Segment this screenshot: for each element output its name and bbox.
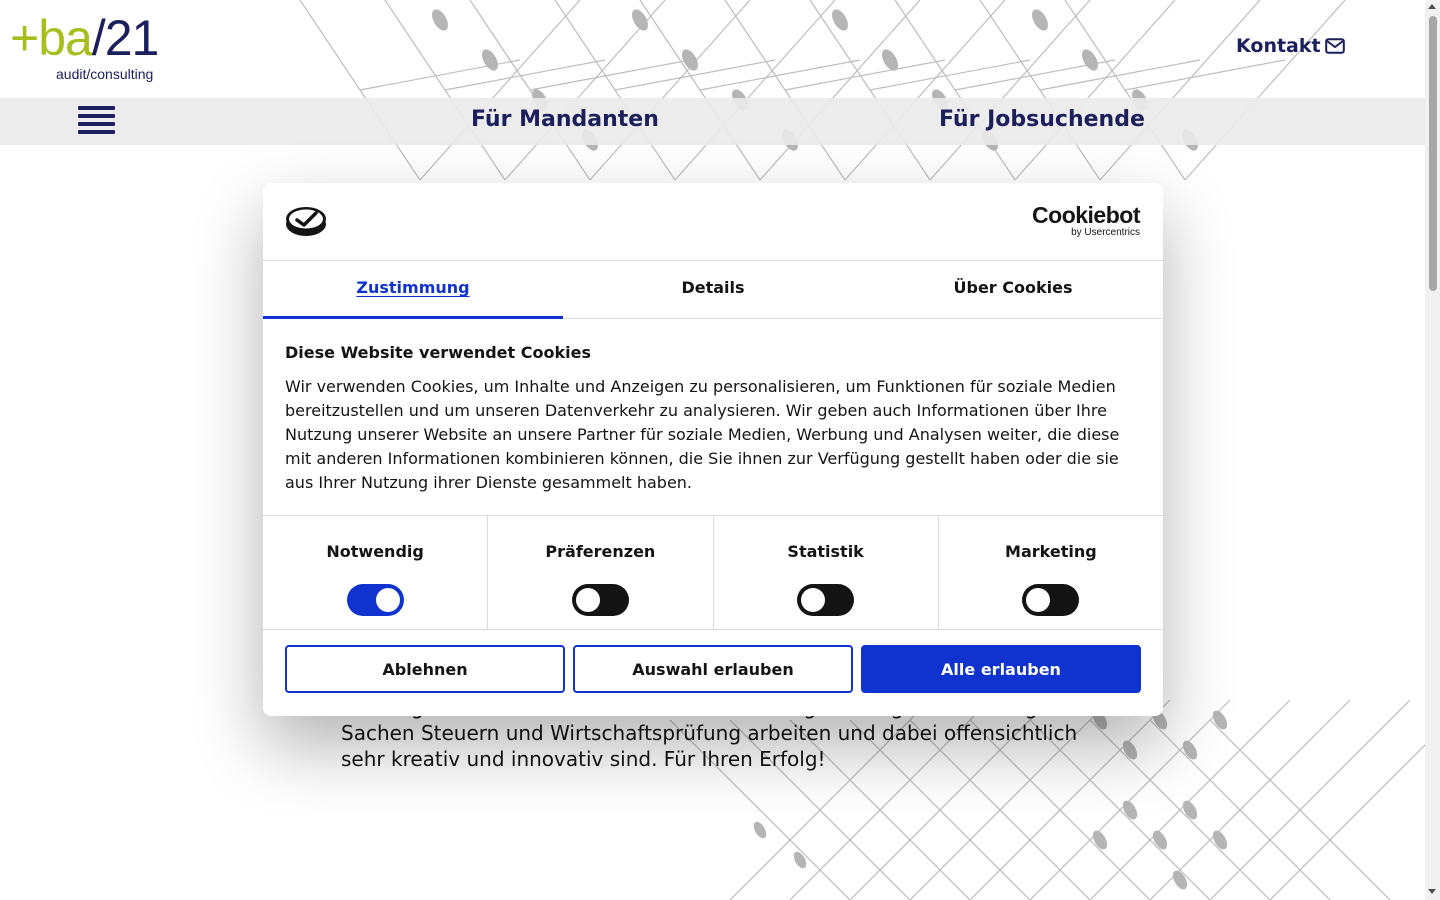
cookiebot-brand-name: Cookiebot xyxy=(1032,202,1140,228)
cookiebot-logo-icon xyxy=(285,205,327,237)
toggle-label-notwendig: Notwendig xyxy=(326,542,424,561)
tab-details[interactable]: Details xyxy=(681,278,745,297)
nav-link-jobsuchende[interactable]: Für Jobsuchende xyxy=(939,107,1145,132)
toggle-label-praeferenzen: Präferenzen xyxy=(545,542,656,561)
toggle-group-statistik xyxy=(714,516,939,629)
toggle-label-marketing: Marketing xyxy=(1005,542,1097,561)
logo-slash-21: /21 xyxy=(91,10,159,66)
envelope-icon xyxy=(1325,37,1345,55)
cookiebot-brand[interactable] xyxy=(1032,203,1140,238)
toggle-label-statistik: Statistik xyxy=(787,542,864,561)
reject-button[interactable]: Ablehnen xyxy=(285,645,565,693)
logo-subtitle: audit/consulting xyxy=(56,66,154,82)
toggle-marketing[interactable] xyxy=(1022,584,1079,616)
scroll-up-arrow-icon[interactable] xyxy=(1428,4,1436,9)
consent-toggles xyxy=(263,515,1163,630)
toggle-praeferenzen[interactable] xyxy=(572,584,629,616)
tab-zustimmung[interactable]: Zustimmung xyxy=(263,261,563,318)
page-body-text: Sachen Steuern und Wirtschaftsprüfung arbeiten und dabei offensichtlich sehr kreativ und innovativ sind. Für Ihren Erfolg! xyxy=(341,721,1078,771)
main-navigation-bar xyxy=(0,98,1425,145)
cookie-consent-dialog xyxy=(263,183,1163,716)
dialog-buttons xyxy=(285,645,1141,693)
toggle-group-marketing xyxy=(939,516,1163,629)
contact-link[interactable] xyxy=(1236,35,1345,57)
page-scrollbar[interactable] xyxy=(1425,0,1440,900)
dialog-body xyxy=(285,343,1141,495)
scrollbar-thumb[interactable] xyxy=(1429,16,1437,291)
tab-ueber-cookies[interactable]: Über Cookies xyxy=(953,278,1073,297)
allow-selection-button[interactable]: Auswahl erlauben xyxy=(573,645,853,693)
contact-label: Kontakt xyxy=(1236,35,1321,57)
dialog-title: Diese Website verwendet Cookies xyxy=(285,343,591,362)
toggle-notwendig[interactable] xyxy=(347,584,404,616)
allow-all-button[interactable]: Alle erlauben xyxy=(861,645,1141,693)
dialog-tabs xyxy=(263,261,1163,319)
dialog-header xyxy=(263,183,1163,261)
cookiebot-brand-sub: by Usercentrics xyxy=(1071,227,1140,238)
logo-plus-ba: +ba xyxy=(10,10,92,66)
dialog-description: Wir verwenden Cookies, um Inhalte und Anzeigen zu personalisieren, um Funktionen für soziale Medien bereitzustellen und um unseren Datenverkehr zu analysieren. Wir geben auch Informationen über Ihre Nutzung unserer Website an unsere Partner für soziale Medien, Werbung und Analysen weiter, die diese mit anderen Informationen kombinieren können, die Sie ihnen zur Verfügung gestellt haben oder die sie aus Ihrer Nutzung ihrer Dienste gesammelt haben. xyxy=(285,377,1120,492)
toggle-group-praeferenzen xyxy=(488,516,713,629)
nav-link-mandanten[interactable]: Für Mandanten xyxy=(471,107,659,132)
company-logo[interactable] xyxy=(10,10,180,86)
toggle-group-notwendig xyxy=(263,516,488,629)
toggle-statistik[interactable] xyxy=(797,584,854,616)
hamburger-menu-icon[interactable] xyxy=(78,106,115,134)
scroll-down-arrow-icon[interactable] xyxy=(1428,889,1436,894)
